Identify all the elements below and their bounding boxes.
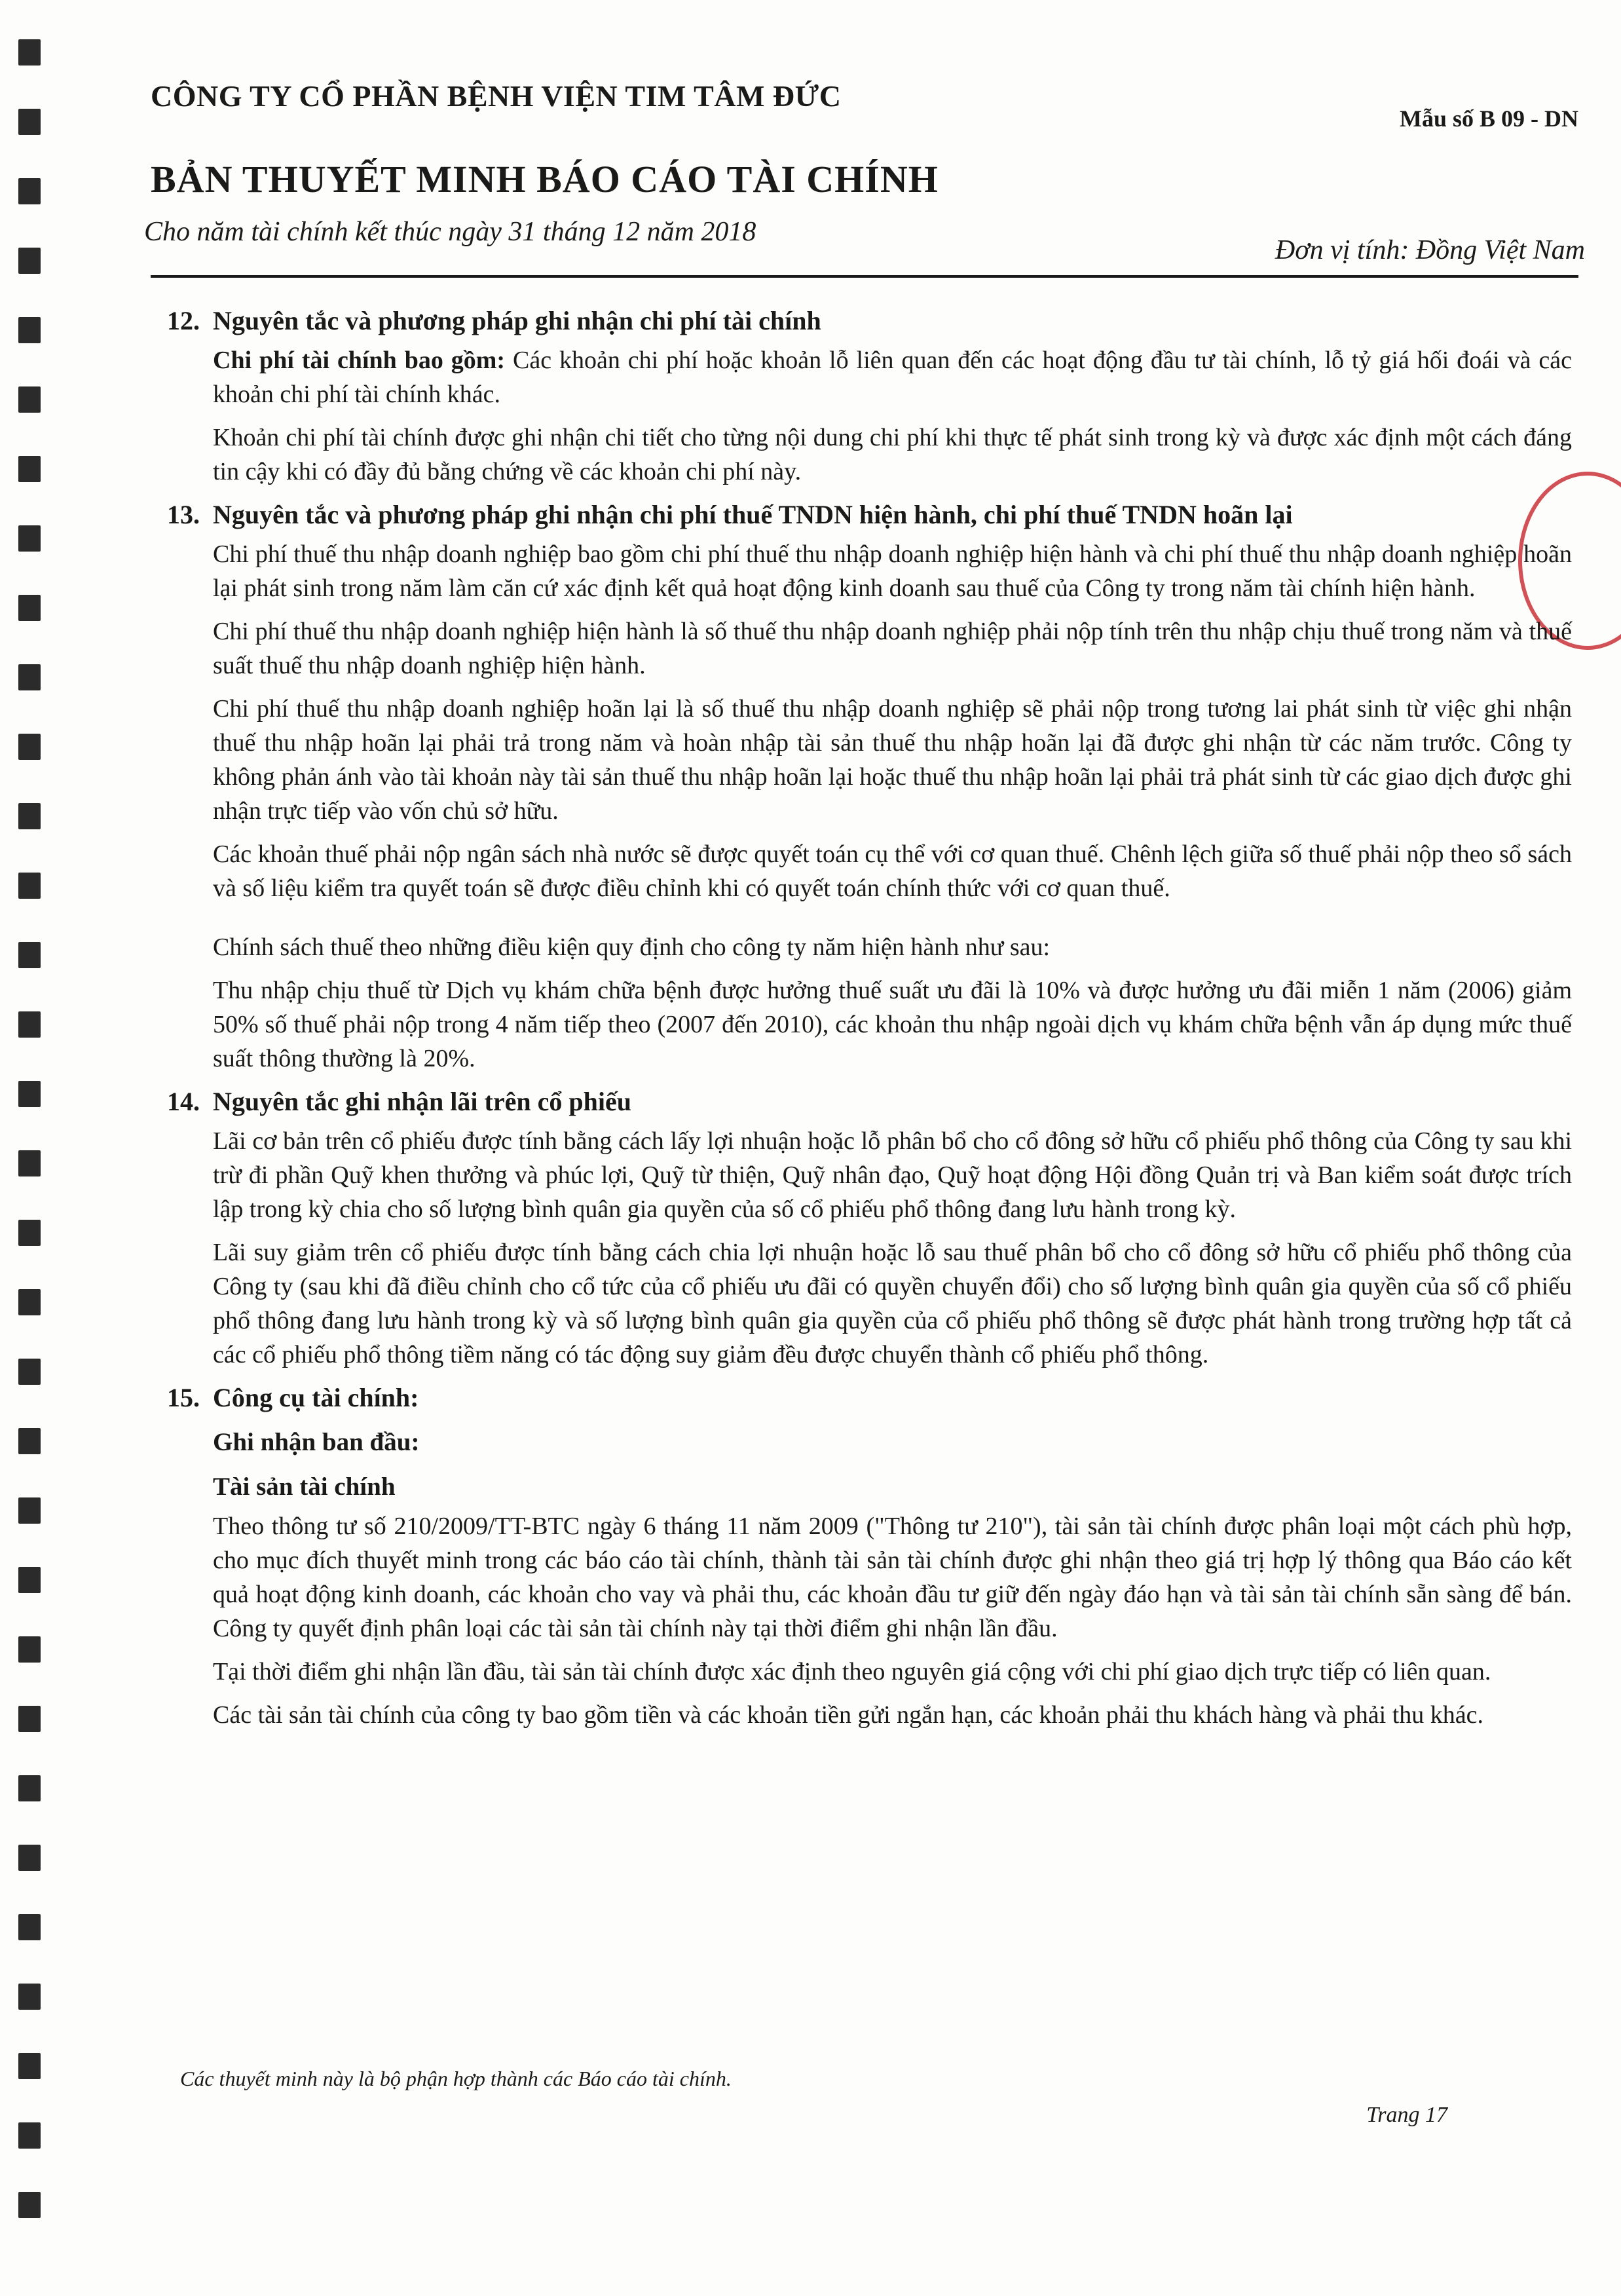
binding-hole <box>18 178 41 204</box>
paragraph: Các tài sản tài chính của công ty bao gồm tiền và các khoản tiền gửi ngắn hạn, các khoản phải thu khách hàng và phải thu khác. <box>213 1701 1484 1729</box>
company-name: CÔNG TY CỔ PHẦN BỆNH VIỆN TIM TÂM ĐỨC <box>151 79 842 113</box>
section-heading: Công cụ tài chính: <box>213 1383 419 1412</box>
binding-hole <box>18 2192 41 2218</box>
subsection-heading: Tài sản tài chính <box>213 1473 396 1501</box>
binding-hole <box>18 248 41 274</box>
binding-hole <box>18 1845 41 1871</box>
binding-hole <box>18 664 41 690</box>
section-title <box>167 1085 1572 1119</box>
notes-content <box>151 295 1572 1741</box>
form-number: Mẫu số B 09 - DN <box>1399 105 1578 132</box>
binding-hole <box>18 109 41 135</box>
paragraph: Tại thời điểm ghi nhận lần đầu, tài sản tài chính được xác định theo nguyên giá cộng với chi phí giao dịch trực tiếp có liên quan. <box>213 1658 1491 1685</box>
section-14 <box>151 1085 1572 1372</box>
section-title <box>167 498 1572 532</box>
paragraph <box>213 343 1572 411</box>
spacer <box>151 914 1572 930</box>
currency-unit: Đơn vị tính: Đồng Việt Nam <box>1275 235 1585 265</box>
binding-hole <box>18 1011 41 1038</box>
section-title <box>167 304 1572 338</box>
binding-hole <box>18 39 41 66</box>
paragraph: Thu nhập chịu thuế từ Dịch vụ khám chữa bệnh được hưởng thuế suất ưu đãi là 10% và được hưởng ưu đãi miễn 1 năm (2006) giảm 50% số thuế phải nộp trong 4 năm tiếp theo (2007 đến 2010), các khoản thu nhập ngoài dịch vụ khám chữa bệnh vẫn áp dụng mức thuế suất thông thường là 20%. <box>213 977 1572 1072</box>
binding-hole <box>18 1150 41 1176</box>
binding-hole <box>18 1636 41 1663</box>
binding-hole <box>18 2122 41 2149</box>
paragraph: Chi phí thuế thu nhập doanh nghiệp hoãn lại là số thuế thu nhập doanh nghiệp sẽ phải nộp trong tương lai phát sinh từ việc ghi nhận thuế thu nhập hoãn lại phải trả trong năm và hoàn nhập tài sản thuế thu nhập hoãn lại đã được ghi nhận từ các năm trước. Công ty không phản ánh vào tài khoản này tài sản thuế thu nhập hoãn lại hoặc thuế thu nhập hoãn lại phải trả phát sinh từ các giao dịch được ghi nhận trực tiếp vào vốn chủ sở hữu. <box>213 695 1572 825</box>
subsection-heading: Ghi nhận ban đầu: <box>213 1428 420 1456</box>
section-number: 15. <box>167 1383 200 1412</box>
section-number: 13. <box>167 500 200 529</box>
binding-hole <box>18 1359 41 1385</box>
section-heading: Nguyên tắc và phương pháp ghi nhận chi phí tài chính <box>213 306 821 335</box>
section-number: 14. <box>167 1087 200 1116</box>
paragraph-text: Các khoản chi phí hoặc khoản lỗ liên quan đến các hoạt động đầu tư tài chính, lỗ tỷ giá hối đoái và các khoản chi phí tài chính khác. <box>213 347 1572 408</box>
binding-hole <box>18 1775 41 1801</box>
section-title <box>167 1381 1572 1415</box>
footer-note: Các thuyết minh này là bộ phận hợp thành các Báo cáo tài chính. <box>180 2067 732 2090</box>
binding-hole <box>18 873 41 899</box>
binding-hole <box>18 1567 41 1593</box>
paragraph: Theo thông tư số 210/2009/TT-BTC ngày 6 tháng 11 năm 2009 ("Thông tư 210"), tài sản tài chính được phân loại một cách phù hợp, cho mục đích thuyết minh trong các báo cáo tài chính, thành tài sản tài chính được ghi nhận theo giá trị hợp lý thông qua Báo cáo kết quả hoạt động kinh doanh, các khoản cho vay và phải thu, các khoản đầu tư giữ đến ngày đáo hạn và tài sản tài chính sẵn sàng để bán. Công ty quyết định phân loại các tài sản tài chính này tại thời điểm ghi nhận lần đầu. <box>213 1513 1572 1642</box>
paragraph: Lãi suy giảm trên cổ phiếu được tính bằng cách chia lợi nhuận hoặc lỗ sau thuế phân bổ cho cổ đông sở hữu cổ phiếu phổ thông của Công ty (sau khi đã điều chỉnh cho cổ tức của cổ phiếu ưu đãi có quyền chuyển đổi) cho số lượng bình quân gia quyền của số cổ phiếu phổ thông đang lưu hành trong kỳ và số lượng bình quân gia quyền của cổ phiếu phổ thông sẽ được phát hành trong trường hợp tất cả các cổ phiếu phổ thông tiềm năng có tác động suy giảm đều được chuyển thành cổ phiếu phổ thông. <box>213 1239 1572 1368</box>
binding-hole <box>18 595 41 621</box>
paragraph: Khoản chi phí tài chính được ghi nhận chi tiết cho từng nội dung chi phí khi thực tế phát sinh trong kỳ và được xác định một cách đáng tin cậy khi có đầy đủ bằng chứng về các khoản chi phí này. <box>213 424 1572 485</box>
binding-hole <box>18 1081 41 1107</box>
binding-hole <box>18 317 41 343</box>
binding-hole <box>18 386 41 413</box>
binding-hole <box>18 942 41 968</box>
page-number: Trang 17 <box>1366 2103 1447 2127</box>
report-title: BẢN THUYẾT MINH BÁO CÁO TÀI CHÍNH <box>151 158 939 200</box>
binding-hole <box>18 1706 41 1732</box>
section-number: 12. <box>167 306 200 335</box>
paragraph: Chi phí thuế thu nhập doanh nghiệp hiện hành là số thuế thu nhập doanh nghiệp phải nộp tính trên thu nhập chịu thuế trong năm và thuế suất thuế thu nhập doanh nghiệp hiện hành. <box>213 618 1572 679</box>
reporting-period: Cho năm tài chính kết thúc ngày 31 tháng 12 năm 2018 <box>144 217 756 247</box>
header-divider <box>151 275 1578 278</box>
binding-hole <box>18 1428 41 1454</box>
binding-hole <box>18 1914 41 1940</box>
binding-hole <box>18 734 41 760</box>
section-heading: Nguyên tắc ghi nhận lãi trên cổ phiếu <box>213 1087 631 1116</box>
paragraph: Lãi cơ bản trên cổ phiếu được tính bằng cách lấy lợi nhuận hoặc lỗ phân bổ cho cổ đông sở hữu cổ phiếu phổ thông của Công ty sau khi trừ đi phần Quỹ khen thưởng và phúc lợi, Quỹ từ thiện, Quỹ nhân đạo, Quỹ hoạt động Hội đồng Quản trị và Ban kiểm soát được trích lập trong kỳ chia cho số lượng bình quân gia quyền của số cổ phiếu phổ thông đang lưu hành trong kỳ. <box>213 1127 1572 1223</box>
binding-hole <box>18 525 41 552</box>
binding-hole <box>18 1984 41 2010</box>
binding-hole <box>18 803 41 829</box>
section-heading: Nguyên tắc và phương pháp ghi nhận chi phí thuế TNDN hiện hành, chi phí thuế TNDN hoãn lại <box>213 500 1293 529</box>
section-12 <box>151 304 1572 489</box>
spiral-binding <box>18 39 41 2267</box>
paragraph: Chính sách thuế theo những điều kiện quy định cho công ty năm hiện hành như sau: <box>213 933 1051 961</box>
binding-hole <box>18 1220 41 1246</box>
paragraph: Các khoản thuế phải nộp ngân sách nhà nước sẽ được quyết toán cụ thể với cơ quan thuế. Chênh lệch giữa số thuế phải nộp theo sổ sách và số liệu kiểm tra quyết toán sẽ được điều chỉnh khi có quyết toán chính thức với cơ quan thuế. <box>213 840 1572 902</box>
section-15 <box>151 1381 1572 1732</box>
section-13 <box>151 498 1572 1076</box>
paragraph: Chi phí thuế thu nhập doanh nghiệp bao gồm chi phí thuế thu nhập doanh nghiệp hiện hành và chi phí thuế thu nhập doanh nghiệp hoãn lại phát sinh trong năm làm căn cứ xác định kết quả hoạt động kinh doanh sau thuế của Công ty trong năm tài chính hiện hành. <box>213 540 1572 602</box>
binding-hole <box>18 2053 41 2079</box>
binding-hole <box>18 1289 41 1315</box>
bold-lead: Chi phí tài chính bao gồm: <box>213 347 506 374</box>
binding-hole <box>18 456 41 482</box>
binding-hole <box>18 1497 41 1524</box>
